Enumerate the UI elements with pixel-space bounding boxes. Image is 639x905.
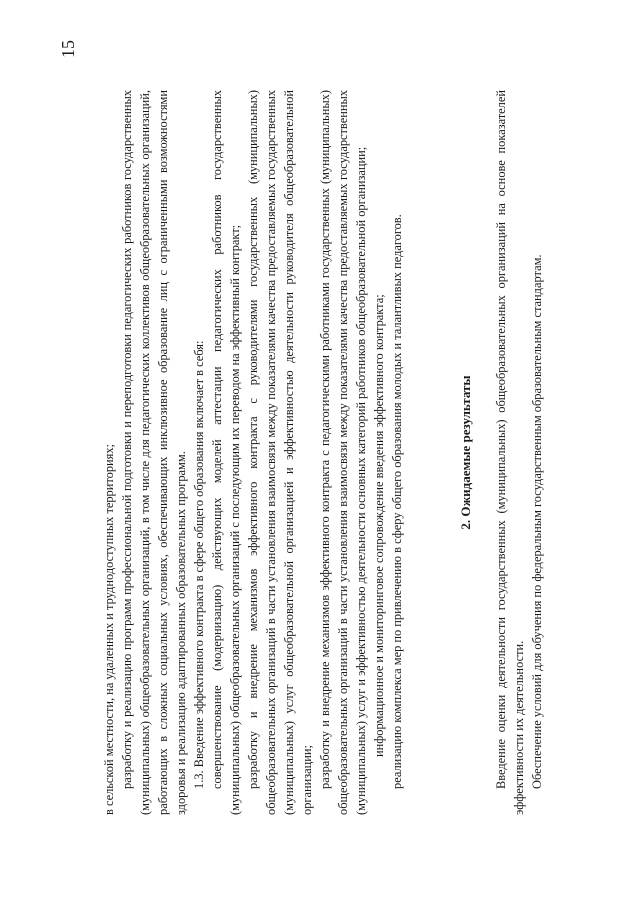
paragraph: в сельской местности, на удаленных и труднодоступных территориях; — [102, 444, 116, 815]
paragraph: совершенствование (модернизацию) действующих моделей аттестации педагогических работников государственных (муниципальных) общеобразовательных организаций с последующим их переводом на эффективный контракт; — [210, 90, 242, 815]
paragraph: разработку и реализацию программ профессиональной подготовки и переподготовки педагогических работников государственных (муниципальных) общеобразовательных организаций, в том числе для педагогических коллективов общеобразовательных организаций, работающих в сложных социальных условиях, обеспечивающих инклюзивное образование лиц с ограниченными возможностями здоровья и реализацию адаптированных образовательных программ. — [120, 90, 188, 815]
section-title: 2. Ожидаемые результаты — [458, 375, 473, 530]
document-body — [100, 90, 406, 815]
paragraph: Обеспечение условий для обучения по федеральным государственным образовательным стандартам. — [530, 254, 544, 789]
results-body — [492, 90, 546, 815]
paragraph: Введение оценки деятельности государственных (муниципальных) общеобразовательных организаций на основе показателей эффективности их деятельности. — [494, 90, 526, 815]
paragraph: разработку и внедрение механизмов эффективного контракта с педагогическими работниками государственных (муниципальных) общеобразовательных организаций в части установления взаимосвязи между показателями качества предоставляемых государственных (муниципальных) услуг и эффективностью деятельности основных категорий работников общеобразовательной организации; — [318, 90, 368, 815]
paragraph: 1.3. Введение эффективного контракта в сфере общего образования включает в себя: — [192, 340, 206, 789]
paragraph: разработку и внедрение механизмов эффективного контракта с руководителями государственных (муниципальных) общеобразовательных организаций в части установления взаимосвязи между показателями качества предоставляемых государственных (муниципальных) услуг общеобразовательной организацией и эффективностью деятельности руководителя общеобразовательной организации; — [246, 90, 314, 815]
page-number: 15 — [58, 40, 78, 58]
paragraph: информационное и мониторинговое сопровождение введения эффективного контракта; — [372, 294, 386, 757]
paragraph: реализацию комплекса мер по привлечению в сферу общего образования молодых и талантливых педагогов. — [390, 214, 404, 789]
